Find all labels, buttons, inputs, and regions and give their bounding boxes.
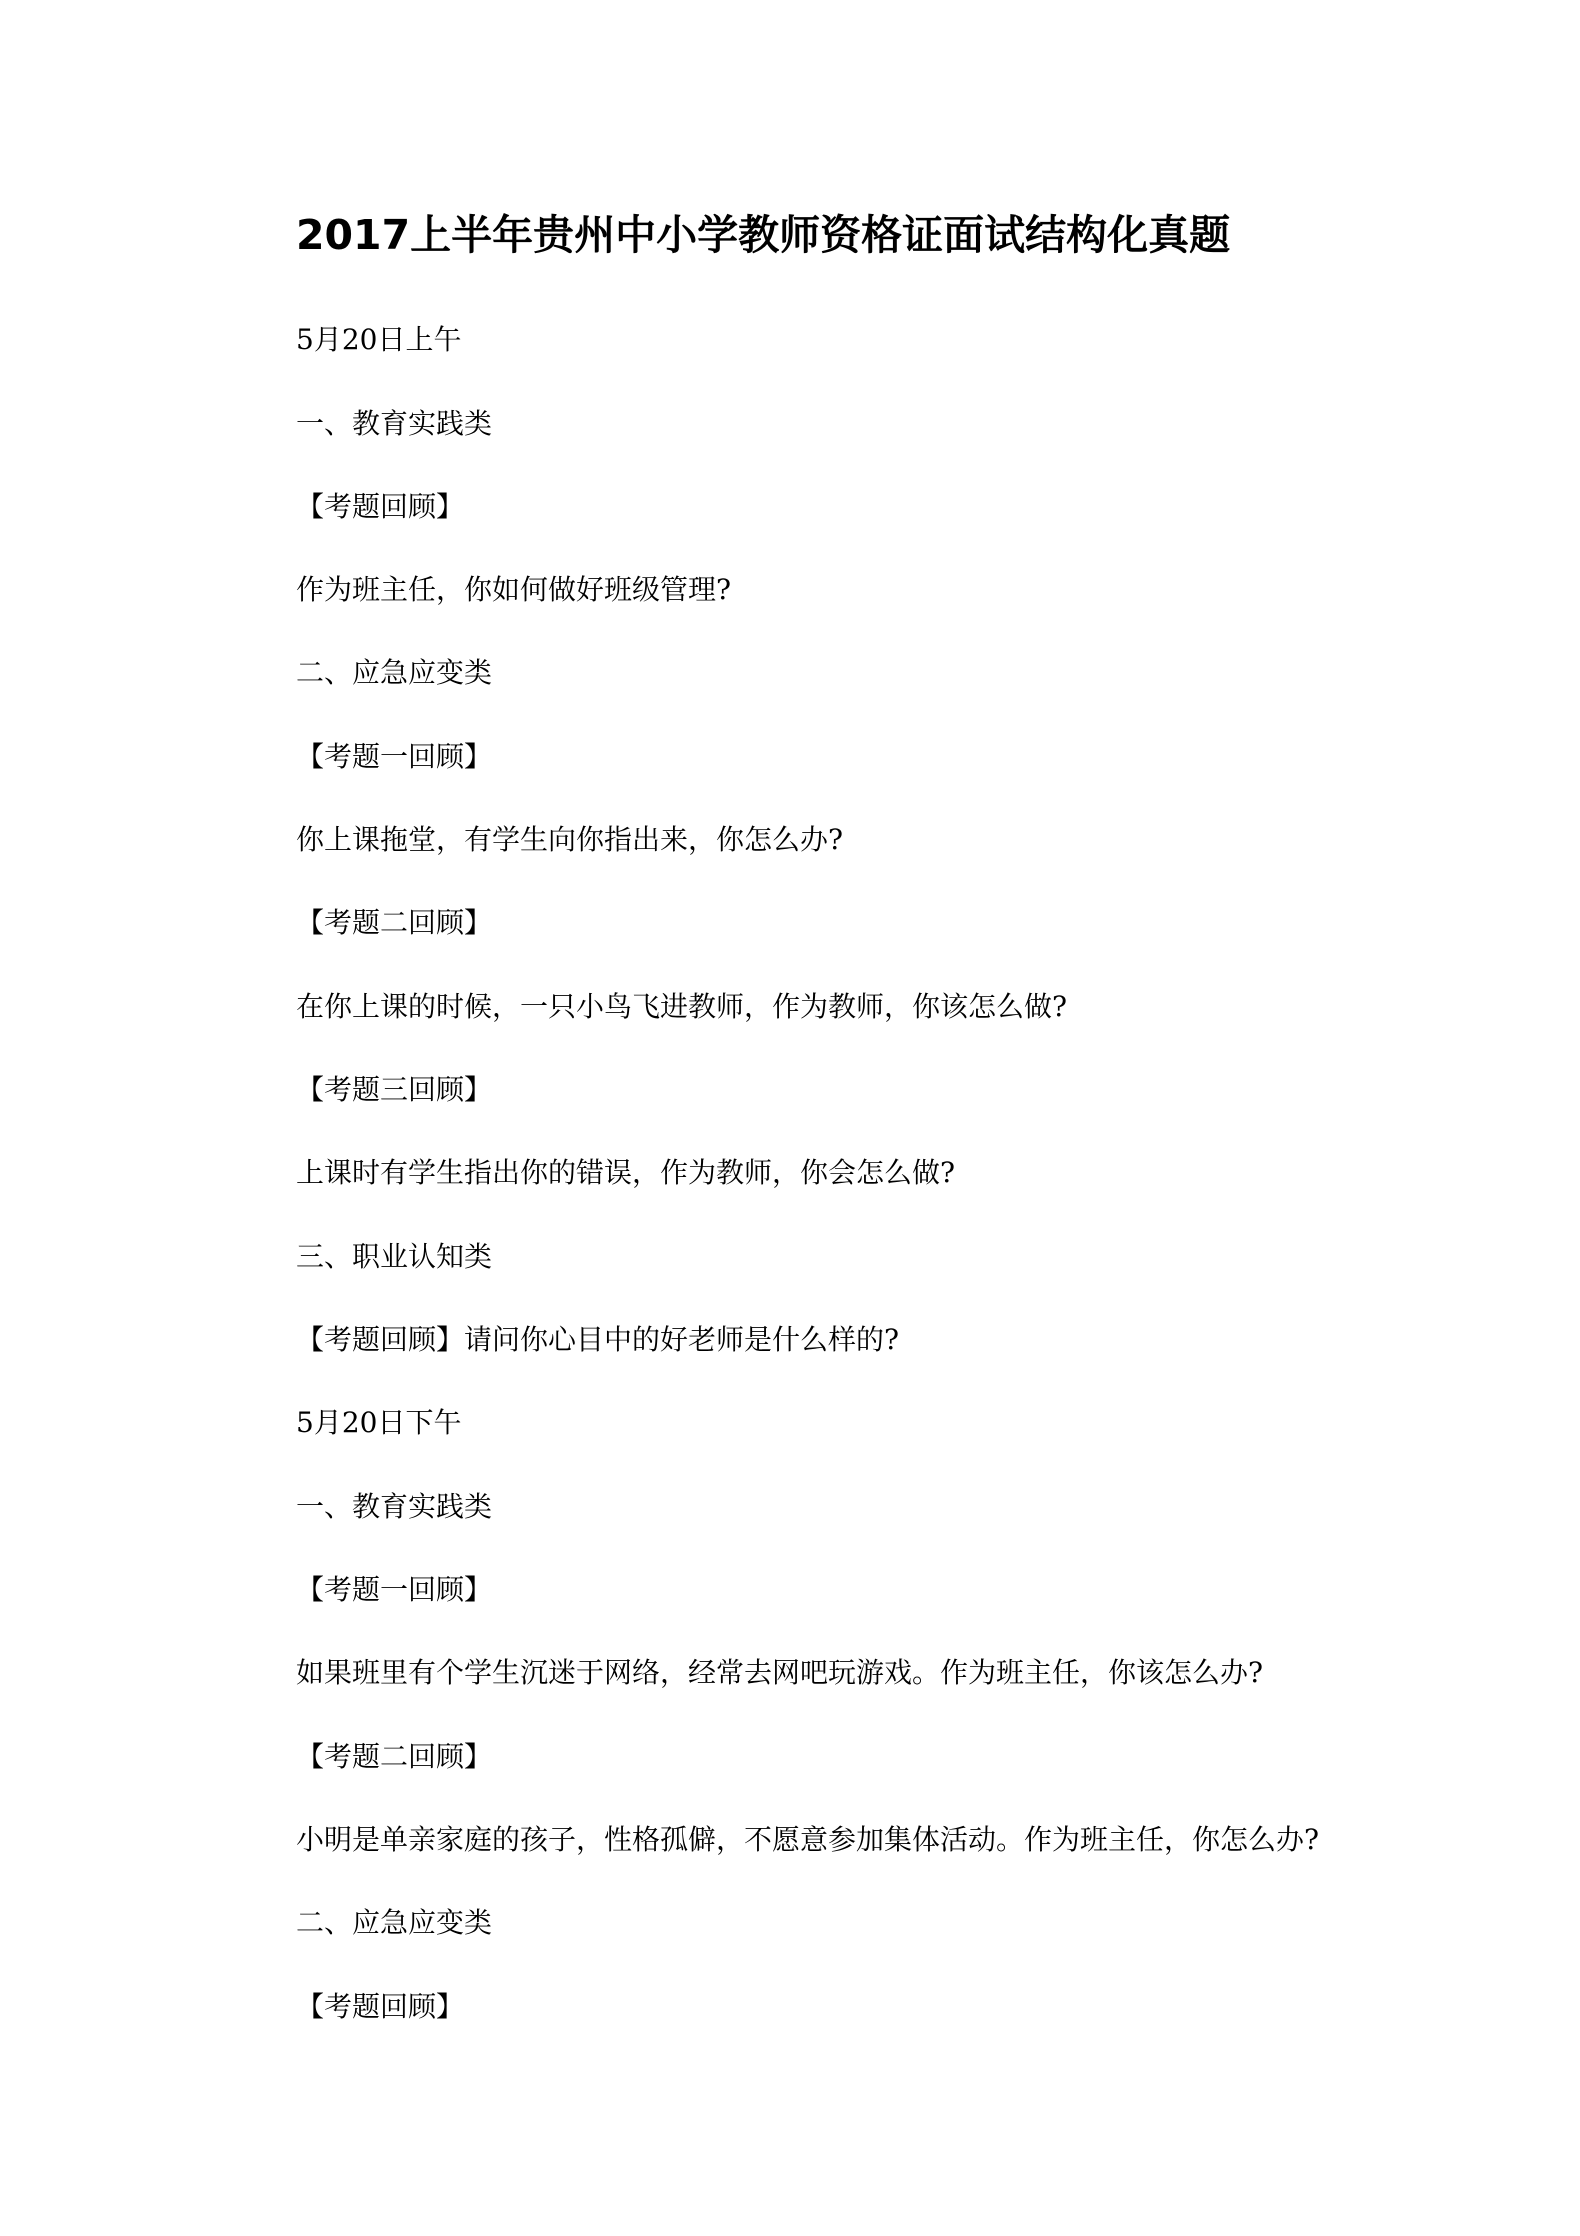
section-heading: 二、应急应变类: [296, 1906, 493, 1939]
section-heading: 一、教育实践类: [296, 1490, 493, 1523]
question-label: 【考题二回顾】: [296, 906, 493, 939]
question-label: 【考题二回顾】: [296, 1740, 493, 1773]
question-text: 如果班里有个学生沉迷于网络，经常去网吧玩游戏。作为班主任，你该怎么办?: [296, 1656, 1264, 1689]
section-heading: 二、应急应变类: [296, 656, 493, 689]
question-text: 小明是单亲家庭的孩子，性格孤僻，不愿意参加集体活动。作为班主任，你怎么办?: [296, 1823, 1320, 1856]
question-text: 你上课拖堂，有学生向你指出来，你怎么办?: [296, 823, 844, 856]
section-heading: 一、教育实践类: [296, 407, 493, 440]
question-text: 【考题回顾】请问你心目中的好老师是什么样的?: [296, 1323, 900, 1356]
session-date-morning: 5月20日上午: [296, 323, 462, 356]
section-heading: 三、职业认知类: [296, 1240, 493, 1273]
question-text: 上课时有学生指出你的错误，作为教师，你会怎么做?: [296, 1156, 956, 1189]
question-label: 【考题三回顾】: [296, 1073, 493, 1106]
question-label: 【考题回顾】: [296, 1990, 465, 2023]
document-title: 2017上半年贵州中小学教师资格证面试结构化真题: [296, 211, 1231, 259]
question-text: 在你上课的时候，一只小鸟飞进教师，作为教师，你该怎么做?: [296, 990, 1068, 1023]
question-label: 【考题一回顾】: [296, 740, 493, 773]
session-date-afternoon: 5月20日下午: [296, 1406, 462, 1439]
question-label: 【考题一回顾】: [296, 1573, 493, 1606]
question-label: 【考题回顾】: [296, 490, 465, 523]
question-text: 作为班主任，你如何做好班级管理?: [296, 573, 732, 606]
